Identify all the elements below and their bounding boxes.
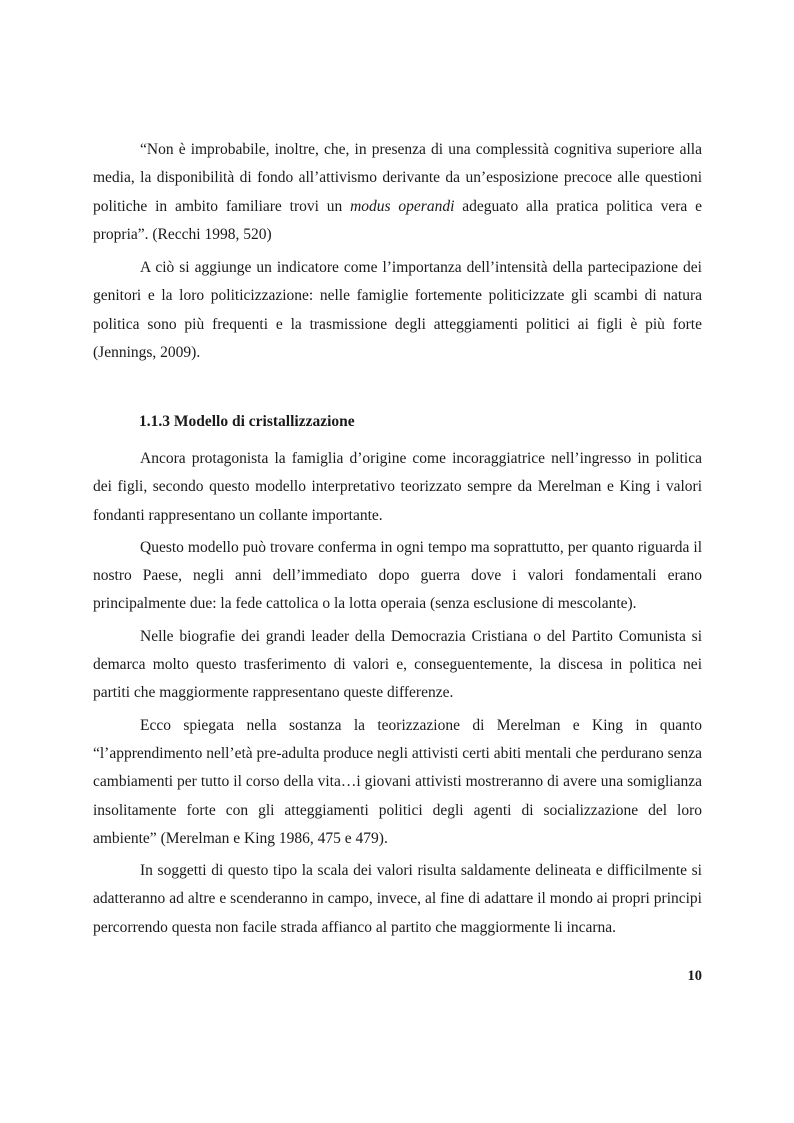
quote-text-start: “Non è improbabile, inoltre, che, in presenza di una complessità cognitiva superiore alla media, la disponibilità di fondo all’attivismo derivante da un’esposizione precoce alle questioni politiche in ambito familiare trovi un bbox=[93, 141, 702, 215]
body-paragraph: Ecco spiegata nella sostanza la teorizzazione di Merelman e King in quanto “l’apprendimento nell’età pre-adulta produce negli attivisti certi abiti mentali che perdurano senza cambiamenti per tutto il corso della vita…i giovani attivisti mostreranno di avere una somiglianza insolitamente forte con gli atteggiamenti politici degli agenti di socializzazione del loro ambiente” (Merelman e King 1986, 475 e 479). bbox=[93, 716, 702, 847]
section-heading: 1.1.3 Modello di cristallizzazione bbox=[139, 413, 355, 430]
quote-text-end: adeguato alla pratica politica vera e propria”. (Recchi 1998, 520) bbox=[93, 197, 702, 243]
body-paragraph: In soggetti di questo tipo la scala dei valori risulta saldamente delineata e difficilmente si adatteranno ad altre e scenderanno in campo, invece, al fine di adattare il mondo ai propri principi percorrendo questa non facile strada affianco al partito che maggiormente li incarna. bbox=[93, 862, 702, 936]
intro-text bbox=[93, 136, 702, 371]
quote-italic-term: modus operandi bbox=[350, 197, 455, 215]
page-number: 10 bbox=[687, 968, 702, 984]
body-paragraph: A ciò si aggiunge un indicatore come l’importanza dell’intensità della partecipazione dei genitori e la loro politicizzazione: nelle famiglie fortemente politicizzate gli scambi di natura politica sono più frequenti e la trasmissione degli atteggiamenti politici ai figli è più forte (Jennings, 2009). bbox=[93, 259, 702, 362]
quote-paragraph bbox=[93, 136, 702, 249]
body-paragraph: Ancora protagonista la famiglia d’origine come incoraggiatrice nell’ingresso in politica dei figli, secondo questo modello interpretativo teorizzato sempre da Merelman e King i valori fondanti rappresentano un collante importante. bbox=[93, 450, 702, 524]
body-paragraph: Questo modello può trovare conferma in ogni tempo ma soprattutto, per quanto riguarda il nostro Paese, negli anni dell’immediato dopo guerra dove i valori fondamentali erano principalmente due: la fede cattolica o la lotta operaia (senza esclusione di mescolante). bbox=[93, 538, 702, 613]
section-text bbox=[93, 445, 702, 946]
body-paragraph: Nelle biografie dei grandi leader della Democrazia Cristiana o del Partito Comunista si demarca molto questo trasferimento di valori e, conseguentemente, la discesa in politica nei partiti che maggiormente rappresentano queste differenze. bbox=[93, 627, 702, 702]
